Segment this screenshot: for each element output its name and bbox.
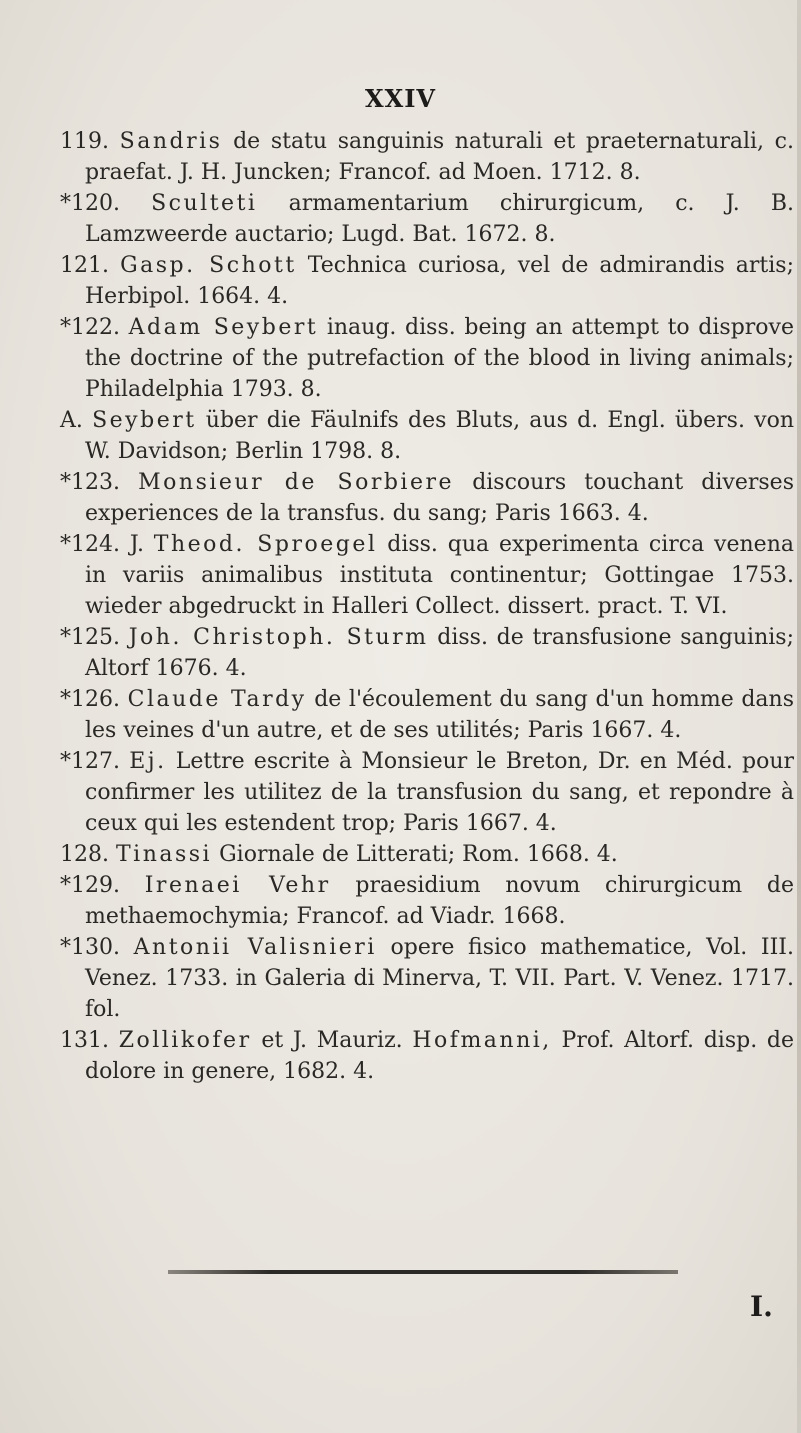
bibliography-entry xyxy=(60,870,794,932)
entry-author: Monsieur de Sorbiere xyxy=(138,470,455,495)
entry-author: Antonii Valisnieri xyxy=(133,935,377,960)
bibliography-entry xyxy=(60,312,794,405)
entry-author: Irenaei Vehr xyxy=(144,873,331,898)
entry-text: diss. qua experimenta circa venena in variis animalibus instituta continentur; Gottingae 1753. wieder abgedruckt in Halleri Collect. dissert. pract. T. VI. xyxy=(85,532,794,619)
bibliography-entry xyxy=(60,467,794,529)
bibliography-entry xyxy=(60,250,794,312)
entry-author: Theod. Sproegel xyxy=(153,532,378,557)
entry-author: Sculteti xyxy=(151,191,258,216)
entry-number: 131. xyxy=(60,1028,109,1053)
entry-text: über die Fäulnifs des Bluts, aus d. Engl. übers. von W. Davidson; Berlin 1798. 8. xyxy=(85,408,794,464)
bibliography-entry xyxy=(60,839,794,870)
entry-text: Technica curiosa, vel de admirandis artis; Herbipol. 1664. 4. xyxy=(85,253,795,309)
page-number: XXIV xyxy=(364,84,437,113)
entry-initial: A. xyxy=(60,408,83,433)
entry-number: *122. xyxy=(60,315,120,340)
entry-author: Sandris xyxy=(119,129,223,154)
entry-initial: J. xyxy=(129,532,144,557)
entry-author: Zollikofer xyxy=(118,1028,252,1053)
entry-number: *126. xyxy=(60,687,120,712)
entry-text: Lettre escrite à Monsieur le Breton, Dr. en Méd. pour confirmer les utilitez de la transfusion du sang, et repondre à ceux qui les estendent trop; Paris 1667. 4. xyxy=(85,749,795,836)
bibliography-entry xyxy=(60,622,794,684)
entry-text: armamentarium chirurgicum, c. J. B. Lamzweerde auctario; Lugd. Bat. 1672. 8. xyxy=(85,191,795,247)
bibliography-list xyxy=(60,126,794,1087)
entry-author: Gasp. Schott xyxy=(120,253,297,278)
entry-text: Prof. Altorf. disp. de dolore in genere, 1682. 4. xyxy=(85,1028,795,1084)
entry-number: *130. xyxy=(60,935,120,960)
entry-number: *129. xyxy=(60,873,120,898)
bibliography-entry xyxy=(60,932,794,1025)
entry-number: *125. xyxy=(60,625,120,650)
entry-author: Adam Seybert xyxy=(128,315,319,340)
bibliography-entry xyxy=(60,405,794,467)
entry-text: inaug. diss. being an attempt to disprove the doctrine of the putrefaction of the blood in living animals; Philadelphia 1793. 8. xyxy=(85,315,794,402)
entry-text: discours touchant diverses experiences de la transfus. du sang; Paris 1663. 4. xyxy=(85,470,794,526)
entry-author: Tinassi xyxy=(115,842,213,867)
entry-author: Seybert xyxy=(92,408,197,433)
entry-number: *127. xyxy=(60,749,120,774)
bibliography-entry xyxy=(60,1025,794,1087)
bibliography-entry xyxy=(60,126,794,188)
entry-text: praesidium novum chirurgicum de methaemochymia; Francof. ad Viadr. 1668. xyxy=(85,873,794,929)
page-edge xyxy=(797,0,801,1433)
bibliography-entry xyxy=(60,188,794,250)
entry-text: de l'écoulement du sang d'un homme dans les veines d'un autre, et de ses utilités; Paris 1667. 4. xyxy=(85,687,794,743)
bibliography-entry xyxy=(60,746,794,839)
entry-connector: et J. Mauriz. xyxy=(261,1028,403,1053)
entry-number: *123. xyxy=(60,470,120,495)
footer-rule xyxy=(168,1270,678,1274)
signature-mark: I. xyxy=(750,1290,773,1323)
entry-second-author: Hofmanni, xyxy=(412,1028,552,1053)
entry-text: de statu sanguinis naturali et praeternaturali, c. praefat. J. H. Juncken; Francof. ad Moen. 1712. 8. xyxy=(85,129,794,185)
entry-number: 121. xyxy=(60,253,109,278)
entry-author: Claude Tardy xyxy=(127,687,307,712)
entry-number: 128. xyxy=(60,842,109,867)
entry-text: opere fisico mathematice, Vol. III. Venez. 1733. in Galeria di Minerva, T. VII. Part. V. Venez. 1717. fol. xyxy=(85,935,794,1022)
entry-author: Ej. xyxy=(129,749,167,774)
entry-number: *120. xyxy=(60,191,120,216)
entry-text: diss. de transfusione sanguinis; Altorf 1676. 4. xyxy=(85,625,794,681)
entry-number: *124. xyxy=(60,532,120,557)
entry-author: Joh. Christoph. Sturm xyxy=(128,625,429,650)
entry-text: Giornale de Litterati; Rom. 1668. 4. xyxy=(219,842,618,867)
entry-number: 119. xyxy=(60,129,109,154)
bibliography-entry xyxy=(60,529,794,622)
bibliography-entry xyxy=(60,684,794,746)
